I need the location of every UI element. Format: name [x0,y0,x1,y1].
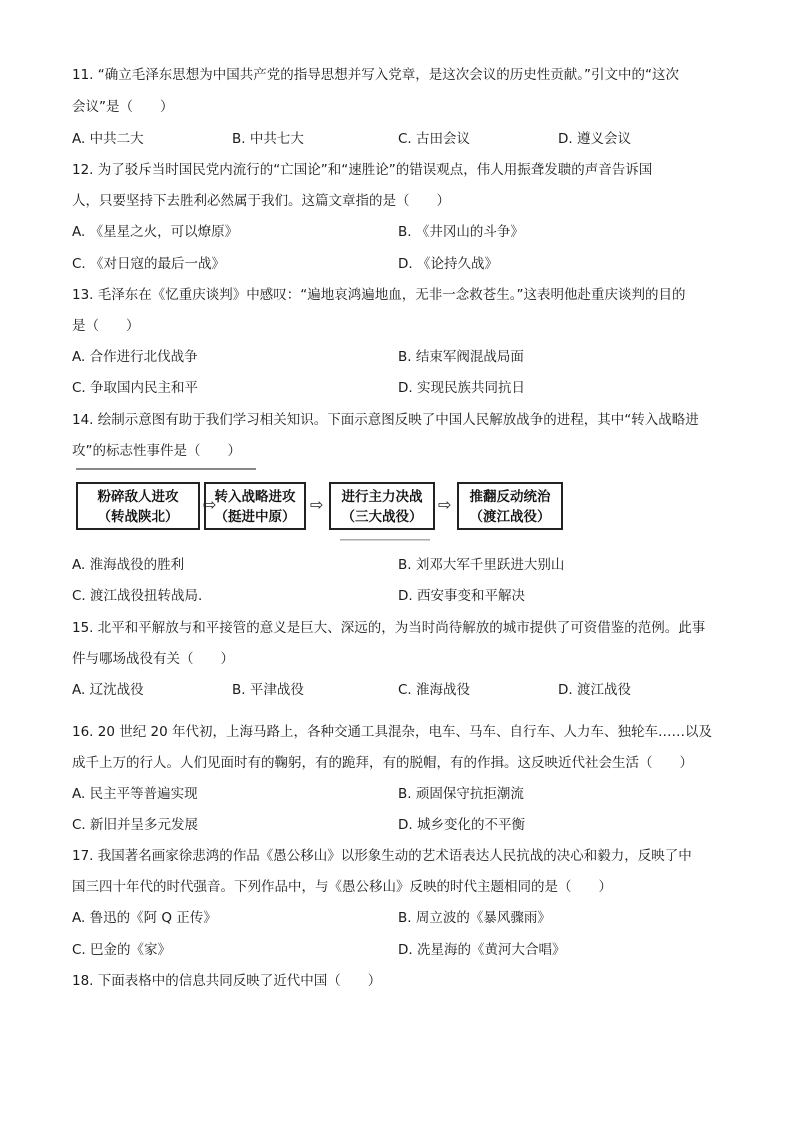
diagram-stage-2 [204,482,306,530]
diagram-stage-1-sub: （转战陕北） [97,509,179,525]
question-15-option-b: B. 平津战役 [232,682,304,698]
diagram-stage-4 [457,482,563,530]
question-13-option-b: B. 结束军阀混战局面 [398,349,524,365]
question-17-stem: 17. 我国著名画家徐悲鸿的作品《愚公移山》以形象生动的艺术语表达人民抗战的决心和毅力，反映了中 [72,848,692,864]
question-15-stem: 15. 北平和平解放与和平接管的意义是巨大、深远的，为当时尚待解放的城市提供了可资借鉴的范例。此事 [72,620,706,636]
question-12-option-d: D. 《论持久战》 [398,256,498,272]
question-11-stem: 11. “确立毛泽东思想为中国共产党的指导思想并写入党章，是这次会议的历史性贡献。”引文中的“这次 [72,67,679,83]
question-17-option-a: A. 鲁迅的《阿 Q 正传》 [72,910,217,926]
question-12-stem-cont: 人，只要坚持下去胜利必然属于我们。这篇文章指的是（ ） [72,193,450,209]
question-13-option-a: A. 合作进行北伐战争 [72,349,198,365]
diagram-stage-2-sub: （挺进中原） [214,509,296,525]
question-14-option-b: B. 刘邓大军千里跃进大别山 [398,557,565,573]
question-16-stem: 16. 20 世纪 20 年代初，上海马路上，各种交通工具混杂，电车、马车、自行车、人力车、独轮车……以及 [72,724,712,740]
scan-smudge [340,538,430,542]
question-11-stem-cont: 会议”是（ ） [72,99,174,115]
question-11-option-c: C. 古田会议 [398,131,471,147]
diagram-stage-4-sub: （渡江战役） [469,509,551,525]
question-16-option-c: C. 新旧并呈多元发展 [72,817,199,833]
question-12-option-c: C. 《对日寇的最后一战》 [72,256,226,272]
diagram-stage-4-main: 推翻反动统治 [469,489,551,505]
question-17-option-c: C. 巴金的《家》 [72,942,172,958]
arrow-right-icon: ⇨ [438,495,452,514]
question-11-option-d: D. 遵义会议 [558,131,631,147]
question-13-option-c: C. 争取国内民主和平 [72,380,199,396]
question-13-stem-cont: 是（ ） [72,318,140,334]
question-17-option-b: B. 周立波的《暴风骤雨》 [398,910,551,926]
arrow-right-icon: ⇨ [203,495,217,514]
diagram-stage-1-main: 粉碎敌人进攻 [97,489,179,505]
question-14-stem-cont: 攻”的标志性事件是（ ） [72,443,241,459]
question-11-option-b: B. 中共七大 [232,131,304,147]
question-13-option-d: D. 实现民族共同抗日 [398,380,525,396]
diagram-stage-3-sub: （三大战役） [341,509,423,525]
question-15-stem-cont: 件与哪场战役有关（ ） [72,651,234,667]
question-14-option-d: D. 西安事变和平解决 [398,588,525,604]
question-16-option-b: B. 顽固保守抗拒潮流 [398,786,524,802]
diagram-stage-3-main: 进行主力决战 [341,489,423,505]
question-12-option-b: B. 《井冈山的斗争》 [398,224,524,240]
question-14-option-c: C. 渡江战役扭转战局. [72,588,203,604]
question-18-stem: 18. 下面表格中的信息共同反映了近代中国（ ） [72,973,382,989]
diagram-stage-3 [329,482,435,530]
diagram-stage-2-main: 转入战略进攻 [214,489,296,505]
question-15-option-c: C. 淮海战役 [398,682,471,698]
question-11-option-a: A. 中共二大 [72,131,144,147]
question-14-option-a: A. 淮海战役的胜利 [72,557,185,573]
question-17-stem-cont: 国三四十年代的时代强音。下列作品中，与《愚公移山》反映的时代主题相同的是（ ） [72,879,612,895]
question-16-stem-cont: 成千上万的行人。人们见面时有的鞠躬，有的跪拜，有的脱帽，有的作揖。这反映近代社会生活（ ） [72,755,693,771]
question-15-option-d: D. 渡江战役 [558,682,631,698]
question-12-stem: 12. 为了驳斥当时国民党内流行的“亡国论”和“速胜论”的错误观点，伟人用振聋发聩的声音告诉国 [72,162,653,178]
question-17-option-d: D. 冼星海的《黄河大合唱》 [398,942,566,958]
diagram-stage-1 [76,482,200,530]
question-12-option-a: A. 《星星之火，可以燎原》 [72,224,239,240]
question-14-stem: 14. 绘制示意图有助于我们学习相关知识。下面示意图反映了中国人民解放战争的进程，其中“转入战略进 [72,412,699,428]
question-15-option-a: A. 辽沈战役 [72,682,144,698]
question-16-option-d: D. 城乡变化的不平衡 [398,817,525,833]
arrow-right-icon: ⇨ [310,495,324,514]
liberation-war-process-diagram [76,478,566,536]
question-13-stem: 13. 毛泽东在《忆重庆谈判》中感叹：“遍地哀鸿遍地血，无非一念救苍生。”这表明他赴重庆谈判的目的 [72,287,686,303]
scan-smudge [76,466,266,472]
question-16-option-a: A. 民主平等普遍实现 [72,786,198,802]
